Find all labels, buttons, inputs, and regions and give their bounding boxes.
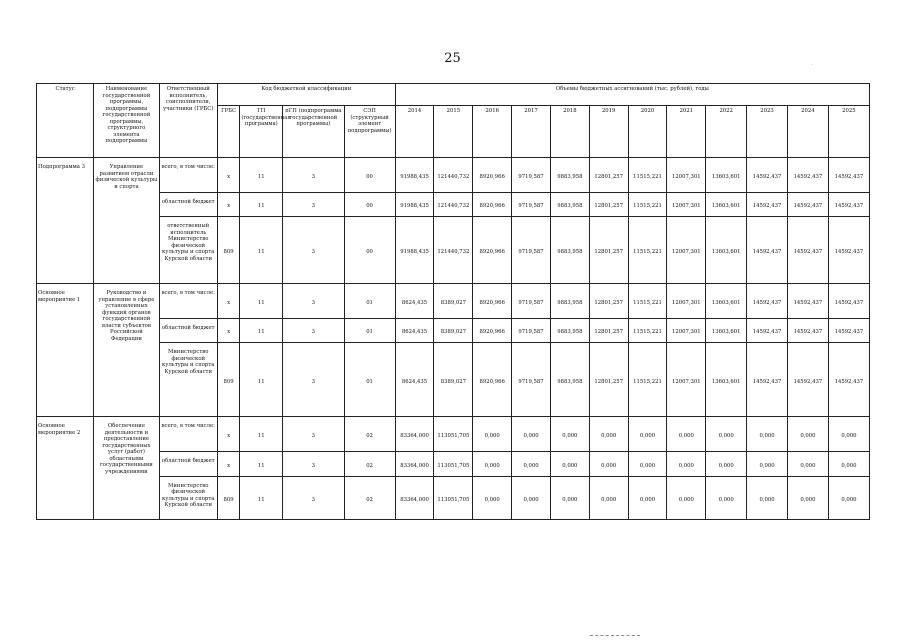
row-status: Подпрограмма 3 bbox=[37, 158, 94, 284]
cell-value: 113051,705 bbox=[434, 476, 473, 519]
cell-value: 0,000 bbox=[550, 417, 589, 452]
row-executor: Министерство физической культуры и спорта Курской области bbox=[159, 343, 217, 417]
cell-value: 83364,000 bbox=[395, 476, 434, 519]
cell-value: 0,000 bbox=[512, 417, 551, 452]
cell-value: 83364,000 bbox=[395, 452, 434, 477]
cell-value: 12007,301 bbox=[667, 318, 706, 343]
cell-value: 0,000 bbox=[550, 476, 589, 519]
cell-sep: 02 bbox=[344, 417, 395, 452]
header-year: 2019 bbox=[589, 106, 628, 158]
cell-value: 8624,435 bbox=[395, 318, 434, 343]
cell-value: 13603,601 bbox=[706, 318, 747, 343]
table-row bbox=[37, 192, 870, 217]
cell-sep: 00 bbox=[344, 158, 395, 193]
cell-value: 9719,587 bbox=[512, 284, 551, 319]
cell-sep: 02 bbox=[344, 476, 395, 519]
cell-value: 11515,221 bbox=[628, 217, 667, 284]
cell-value: 13603,601 bbox=[706, 192, 747, 217]
cell-gp: 11 bbox=[240, 192, 283, 217]
cell-value: 8920,966 bbox=[473, 158, 512, 193]
cell-value: 9719,587 bbox=[512, 158, 551, 193]
cell-value: 121440,732 bbox=[434, 192, 473, 217]
table-row bbox=[37, 318, 870, 343]
header-year: 2021 bbox=[667, 106, 706, 158]
row-executor: областной бюджет bbox=[159, 318, 217, 343]
cell-value: 0,000 bbox=[512, 452, 551, 477]
cell-grbs: 809 bbox=[217, 476, 239, 519]
header-year: 2024 bbox=[787, 106, 828, 158]
header-gp: ГП (государственная программа) bbox=[240, 106, 283, 158]
cell-value: 0,000 bbox=[667, 417, 706, 452]
cell-grbs: 809 bbox=[217, 217, 239, 284]
cell-value: 8920,966 bbox=[473, 284, 512, 319]
cell-value: 121440,732 bbox=[434, 217, 473, 284]
row-name: Руководство и управление в сфере установленных функций органов государственной власти субъектов Российской Федерации bbox=[94, 284, 159, 417]
cell-value: 12801,257 bbox=[589, 192, 628, 217]
cell-value: 11515,221 bbox=[628, 318, 667, 343]
cell-value: 0,000 bbox=[828, 476, 869, 519]
cell-value: 14592,437 bbox=[787, 217, 828, 284]
cell-value: 8389,027 bbox=[434, 343, 473, 417]
cell-value: 0,000 bbox=[747, 417, 788, 452]
cell-grbs: х bbox=[217, 318, 239, 343]
table-row bbox=[37, 452, 870, 477]
page-number: 25 bbox=[444, 51, 461, 66]
cell-value: 91988,435 bbox=[395, 217, 434, 284]
cell-value: 12007,301 bbox=[667, 284, 706, 319]
cell-value: 12007,301 bbox=[667, 217, 706, 284]
cell-value: 8920,966 bbox=[473, 318, 512, 343]
cell-value: 13603,601 bbox=[706, 158, 747, 193]
cell-value: 0,000 bbox=[706, 417, 747, 452]
cell-value: 9719,587 bbox=[512, 318, 551, 343]
cell-value: 12801,257 bbox=[589, 284, 628, 319]
cell-value: 113051,705 bbox=[434, 452, 473, 477]
cell-value: 14592,437 bbox=[828, 318, 869, 343]
row-executor: всего, в том числе: bbox=[159, 284, 217, 319]
cell-value: 83364,000 bbox=[395, 417, 434, 452]
cell-value: 11515,221 bbox=[628, 158, 667, 193]
cell-pgp: 3 bbox=[283, 417, 344, 452]
cell-pgp: 3 bbox=[283, 343, 344, 417]
row-executor: всего, в том числе: bbox=[159, 417, 217, 452]
cell-value: 121440,732 bbox=[434, 158, 473, 193]
cell-value: 8624,435 bbox=[395, 343, 434, 417]
cell-pgp: 3 bbox=[283, 476, 344, 519]
cell-value: 0,000 bbox=[667, 476, 706, 519]
cell-value: 0,000 bbox=[787, 452, 828, 477]
cell-pgp: 3 bbox=[283, 192, 344, 217]
cell-value: 0,000 bbox=[589, 452, 628, 477]
header-year: 2016 bbox=[473, 106, 512, 158]
cell-value: 9883,958 bbox=[550, 318, 589, 343]
row-executor: ответственный исполнитель Министерство физической культуры и спорта Курской области bbox=[159, 217, 217, 284]
cell-value: 0,000 bbox=[667, 452, 706, 477]
cell-value: 0,000 bbox=[747, 452, 788, 477]
cell-value: 14592,437 bbox=[787, 158, 828, 193]
cell-value: 14592,437 bbox=[787, 343, 828, 417]
cell-gp: 11 bbox=[240, 318, 283, 343]
cell-value: 12801,257 bbox=[589, 158, 628, 193]
cell-value: 14592,437 bbox=[747, 192, 788, 217]
cell-value: 9719,587 bbox=[512, 192, 551, 217]
table-row bbox=[37, 284, 870, 319]
cell-grbs: х bbox=[217, 452, 239, 477]
cell-value: 12007,301 bbox=[667, 192, 706, 217]
row-status: Основное мероприятие 1 bbox=[37, 284, 94, 417]
table-body bbox=[37, 158, 870, 520]
header-executor: Ответственный исполнитель, соисполнители, участники (ГРБС) bbox=[159, 84, 217, 158]
cell-value: 12007,301 bbox=[667, 158, 706, 193]
cell-value: 13603,601 bbox=[706, 343, 747, 417]
cell-gp: 11 bbox=[240, 452, 283, 477]
cell-value: 14592,437 bbox=[787, 192, 828, 217]
cell-value: 9883,958 bbox=[550, 158, 589, 193]
cell-value: 12801,257 bbox=[589, 217, 628, 284]
cell-value: 8624,435 bbox=[395, 284, 434, 319]
cell-sep: 01 bbox=[344, 318, 395, 343]
header-year: 2014 bbox=[395, 106, 434, 158]
cell-value: 0,000 bbox=[787, 417, 828, 452]
cell-value: 14592,437 bbox=[787, 318, 828, 343]
cell-value: 0,000 bbox=[589, 476, 628, 519]
header-year: 2025 bbox=[828, 106, 869, 158]
cell-value: 13603,601 bbox=[706, 284, 747, 319]
header-year: 2023 bbox=[747, 106, 788, 158]
cell-value: 9883,958 bbox=[550, 284, 589, 319]
cell-value: 14592,437 bbox=[787, 284, 828, 319]
cell-gp: 11 bbox=[240, 158, 283, 193]
cell-value: 9883,958 bbox=[550, 343, 589, 417]
scan-mark: . bbox=[811, 60, 813, 67]
header-pgp: пГП (подпрограмма государственной программы) bbox=[283, 106, 344, 158]
cell-pgp: 3 bbox=[283, 318, 344, 343]
cell-gp: 11 bbox=[240, 476, 283, 519]
cell-gp: 11 bbox=[240, 217, 283, 284]
header-volumes: Объемы бюджетных ассигнований (тыс. рублей), годы bbox=[395, 84, 869, 106]
cell-pgp: 3 bbox=[283, 284, 344, 319]
header-year: 2018 bbox=[550, 106, 589, 158]
header-sep: СЭП (структурный элемент подпрограммы) bbox=[344, 106, 395, 158]
cell-value: 12007,301 bbox=[667, 343, 706, 417]
cell-value: 0,000 bbox=[828, 417, 869, 452]
cell-grbs: х bbox=[217, 284, 239, 319]
header-grbs: ГРБС bbox=[217, 106, 239, 158]
header-name: Наименование государственной программы, подпрограммы государственной программы, структурного элемента подпрограммы bbox=[94, 84, 159, 158]
cell-pgp: 3 bbox=[283, 217, 344, 284]
table-row bbox=[37, 158, 870, 193]
table-row bbox=[37, 217, 870, 284]
cell-grbs: х bbox=[217, 417, 239, 452]
row-executor: областной бюджет bbox=[159, 452, 217, 477]
cell-grbs: 809 bbox=[217, 343, 239, 417]
cell-value: 12801,257 bbox=[589, 318, 628, 343]
cell-value: 14592,437 bbox=[747, 318, 788, 343]
cell-value: 14592,437 bbox=[828, 343, 869, 417]
cell-value: 8389,027 bbox=[434, 284, 473, 319]
budget-table bbox=[36, 83, 870, 520]
cell-grbs: х bbox=[217, 158, 239, 193]
cell-value: 113051,705 bbox=[434, 417, 473, 452]
cell-value: 11515,221 bbox=[628, 343, 667, 417]
cell-value: 13603,601 bbox=[706, 217, 747, 284]
cell-value: 8920,966 bbox=[473, 343, 512, 417]
row-executor: всего, в том числе: bbox=[159, 158, 217, 193]
cell-value: 0,000 bbox=[589, 417, 628, 452]
cell-value: 14592,437 bbox=[828, 217, 869, 284]
cell-sep: 00 bbox=[344, 192, 395, 217]
cell-gp: 11 bbox=[240, 284, 283, 319]
cell-value: 0,000 bbox=[828, 452, 869, 477]
header-year: 2020 bbox=[628, 106, 667, 158]
cell-value: 11515,221 bbox=[628, 284, 667, 319]
cell-value: 14592,437 bbox=[747, 217, 788, 284]
table-row bbox=[37, 417, 870, 452]
cell-value: 0,000 bbox=[787, 476, 828, 519]
cell-value: 11515,221 bbox=[628, 192, 667, 217]
cell-gp: 11 bbox=[240, 417, 283, 452]
cell-value: 9719,587 bbox=[512, 343, 551, 417]
header-year: 2017 bbox=[512, 106, 551, 158]
cell-sep: 02 bbox=[344, 452, 395, 477]
cell-value: 0,000 bbox=[747, 476, 788, 519]
cell-value: 14592,437 bbox=[747, 158, 788, 193]
row-executor: Министерство физической культуры и спорта Курской области bbox=[159, 476, 217, 519]
cell-value: 14592,437 bbox=[828, 158, 869, 193]
cell-sep: 00 bbox=[344, 217, 395, 284]
cell-value: 91988,435 bbox=[395, 158, 434, 193]
cell-value: 0,000 bbox=[550, 452, 589, 477]
cell-value: 0,000 bbox=[628, 452, 667, 477]
table-row bbox=[37, 476, 870, 519]
cell-value: 0,000 bbox=[473, 417, 512, 452]
cell-value: 14592,437 bbox=[828, 284, 869, 319]
cell-value: 8920,966 bbox=[473, 217, 512, 284]
cell-value: 91988,435 bbox=[395, 192, 434, 217]
cell-value: 9719,587 bbox=[512, 217, 551, 284]
row-executor: областной бюджет bbox=[159, 192, 217, 217]
cell-value: 0,000 bbox=[473, 452, 512, 477]
header-code: Код бюджетной классификации bbox=[217, 84, 395, 106]
header-year: 2022 bbox=[706, 106, 747, 158]
cell-pgp: 3 bbox=[283, 158, 344, 193]
table-row bbox=[37, 343, 870, 417]
cell-grbs: х bbox=[217, 192, 239, 217]
cell-value: 0,000 bbox=[706, 452, 747, 477]
cell-gp: 11 bbox=[240, 343, 283, 417]
cell-value: 8920,966 bbox=[473, 192, 512, 217]
scan-artifact-line bbox=[590, 635, 640, 636]
cell-value: 9883,958 bbox=[550, 217, 589, 284]
cell-value: 0,000 bbox=[628, 476, 667, 519]
cell-value: 0,000 bbox=[706, 476, 747, 519]
cell-value: 8389,027 bbox=[434, 318, 473, 343]
cell-value: 0,000 bbox=[512, 476, 551, 519]
cell-value: 14592,437 bbox=[828, 192, 869, 217]
row-status: Основное мероприятие 2 bbox=[37, 417, 94, 520]
cell-value: 14592,437 bbox=[747, 284, 788, 319]
cell-value: 14592,437 bbox=[747, 343, 788, 417]
header-year: 2015 bbox=[434, 106, 473, 158]
cell-value: 12801,257 bbox=[589, 343, 628, 417]
cell-sep: 01 bbox=[344, 343, 395, 417]
cell-sep: 01 bbox=[344, 284, 395, 319]
cell-value: 0,000 bbox=[628, 417, 667, 452]
cell-value: 0,000 bbox=[473, 476, 512, 519]
row-name: Обеспечение деятельности и предоставление государственных услуг (работ) областными государственными учреждениями bbox=[94, 417, 159, 520]
header-status: Статус bbox=[37, 84, 94, 158]
row-name: Управление развитием отрасли физической культуры и спорта bbox=[94, 158, 159, 284]
cell-value: 9883,958 bbox=[550, 192, 589, 217]
cell-pgp: 3 bbox=[283, 452, 344, 477]
